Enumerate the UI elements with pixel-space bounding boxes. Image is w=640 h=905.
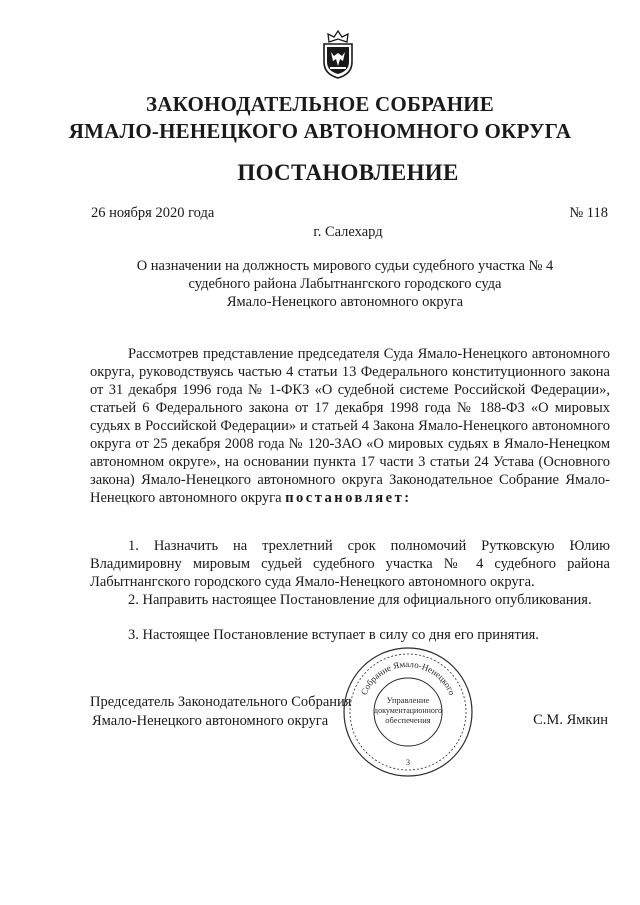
subject-line: О назначении на должность мирового судьи судебного участка № 4	[136, 258, 554, 274]
preamble-text: Рассмотрев представление председателя Суда Ямало-Ненецкого автономного округа, руководствуясь частью 4 статьи 13 Федерального конституционного закона от 31 декабря 1996 года № 1-ФКЗ «О судебной системе Российской Федерации», статьей 6 Федерального закона от 17 декабря 1998 года № 188-ФЗ «О мировых судьях в Российской Федерации» и статьей 4 Закона Ямало-Ненецкого автономного округа от 25 декабря 2008 года № 120-ЗАО «О мировых судьях в Ямало-Ненецком автономном округе», на основании пункта 17 части 3 статьи 24 Устава (Основного закона) Ямало-Ненецкого автономного округа Законодательное Собрание Ямало-Ненецкого автономного округа	[90, 346, 610, 506]
subject-line: судебного района Лабытнангского городского суда	[188, 276, 502, 292]
stamp-center-line3: обеспечения	[385, 715, 431, 725]
signatory-name: С.М. Ямкин	[533, 712, 608, 728]
resolution-item-3: 3. Настоящее Постановление вступает в силу со дня его принятия.	[128, 627, 539, 643]
subject-line: Ямало-Ненецкого автономного округа	[226, 294, 464, 310]
organization-name-line1: ЗАКОНОДАТЕЛЬНОЕ СОБРАНИЕ	[145, 92, 495, 116]
stamp-bottom-number: 3	[406, 758, 410, 767]
stamp-center-line2: документационного	[374, 706, 442, 715]
document-subject	[0, 257, 640, 311]
stamp-center-line1: Управление	[386, 695, 430, 705]
resolution-item-1: 1. Назначить на трехлетний срок полномочий Рутковскую Юлию Владимировну мировым судьей судебного участка № 4 судебного района Лабытнангского городского суда Ямало-Ненецкого автономного округа.	[90, 538, 610, 590]
signatory-title	[90, 693, 351, 731]
resolves-keyword: постановляет:	[285, 490, 412, 506]
signatory-title-line1: Председатель Законодательного Собрания	[90, 694, 352, 710]
coat-of-arms-icon	[318, 28, 358, 80]
document-type-title: ПОСТАНОВЛЕНИЕ	[237, 160, 459, 185]
stamp-ring-text: Собрание Ямало-Ненецкого	[358, 658, 458, 697]
signatory-title-line2: Ямало-Ненецкого автономного округа	[92, 713, 329, 729]
document-date: 26 ноября 2020 года	[91, 205, 215, 221]
document-number: № 118	[569, 205, 608, 221]
document-city: г. Салехард	[313, 224, 383, 240]
resolution-item-2: 2. Направить настоящее Постановление для официального опубликования.	[128, 592, 592, 608]
official-stamp-icon	[341, 645, 475, 779]
organization-name-line2: ЯМАЛО-НЕНЕЦКОГО АВТОНОМНОГО ОКРУГА	[68, 119, 572, 143]
preamble-paragraph	[90, 345, 610, 507]
